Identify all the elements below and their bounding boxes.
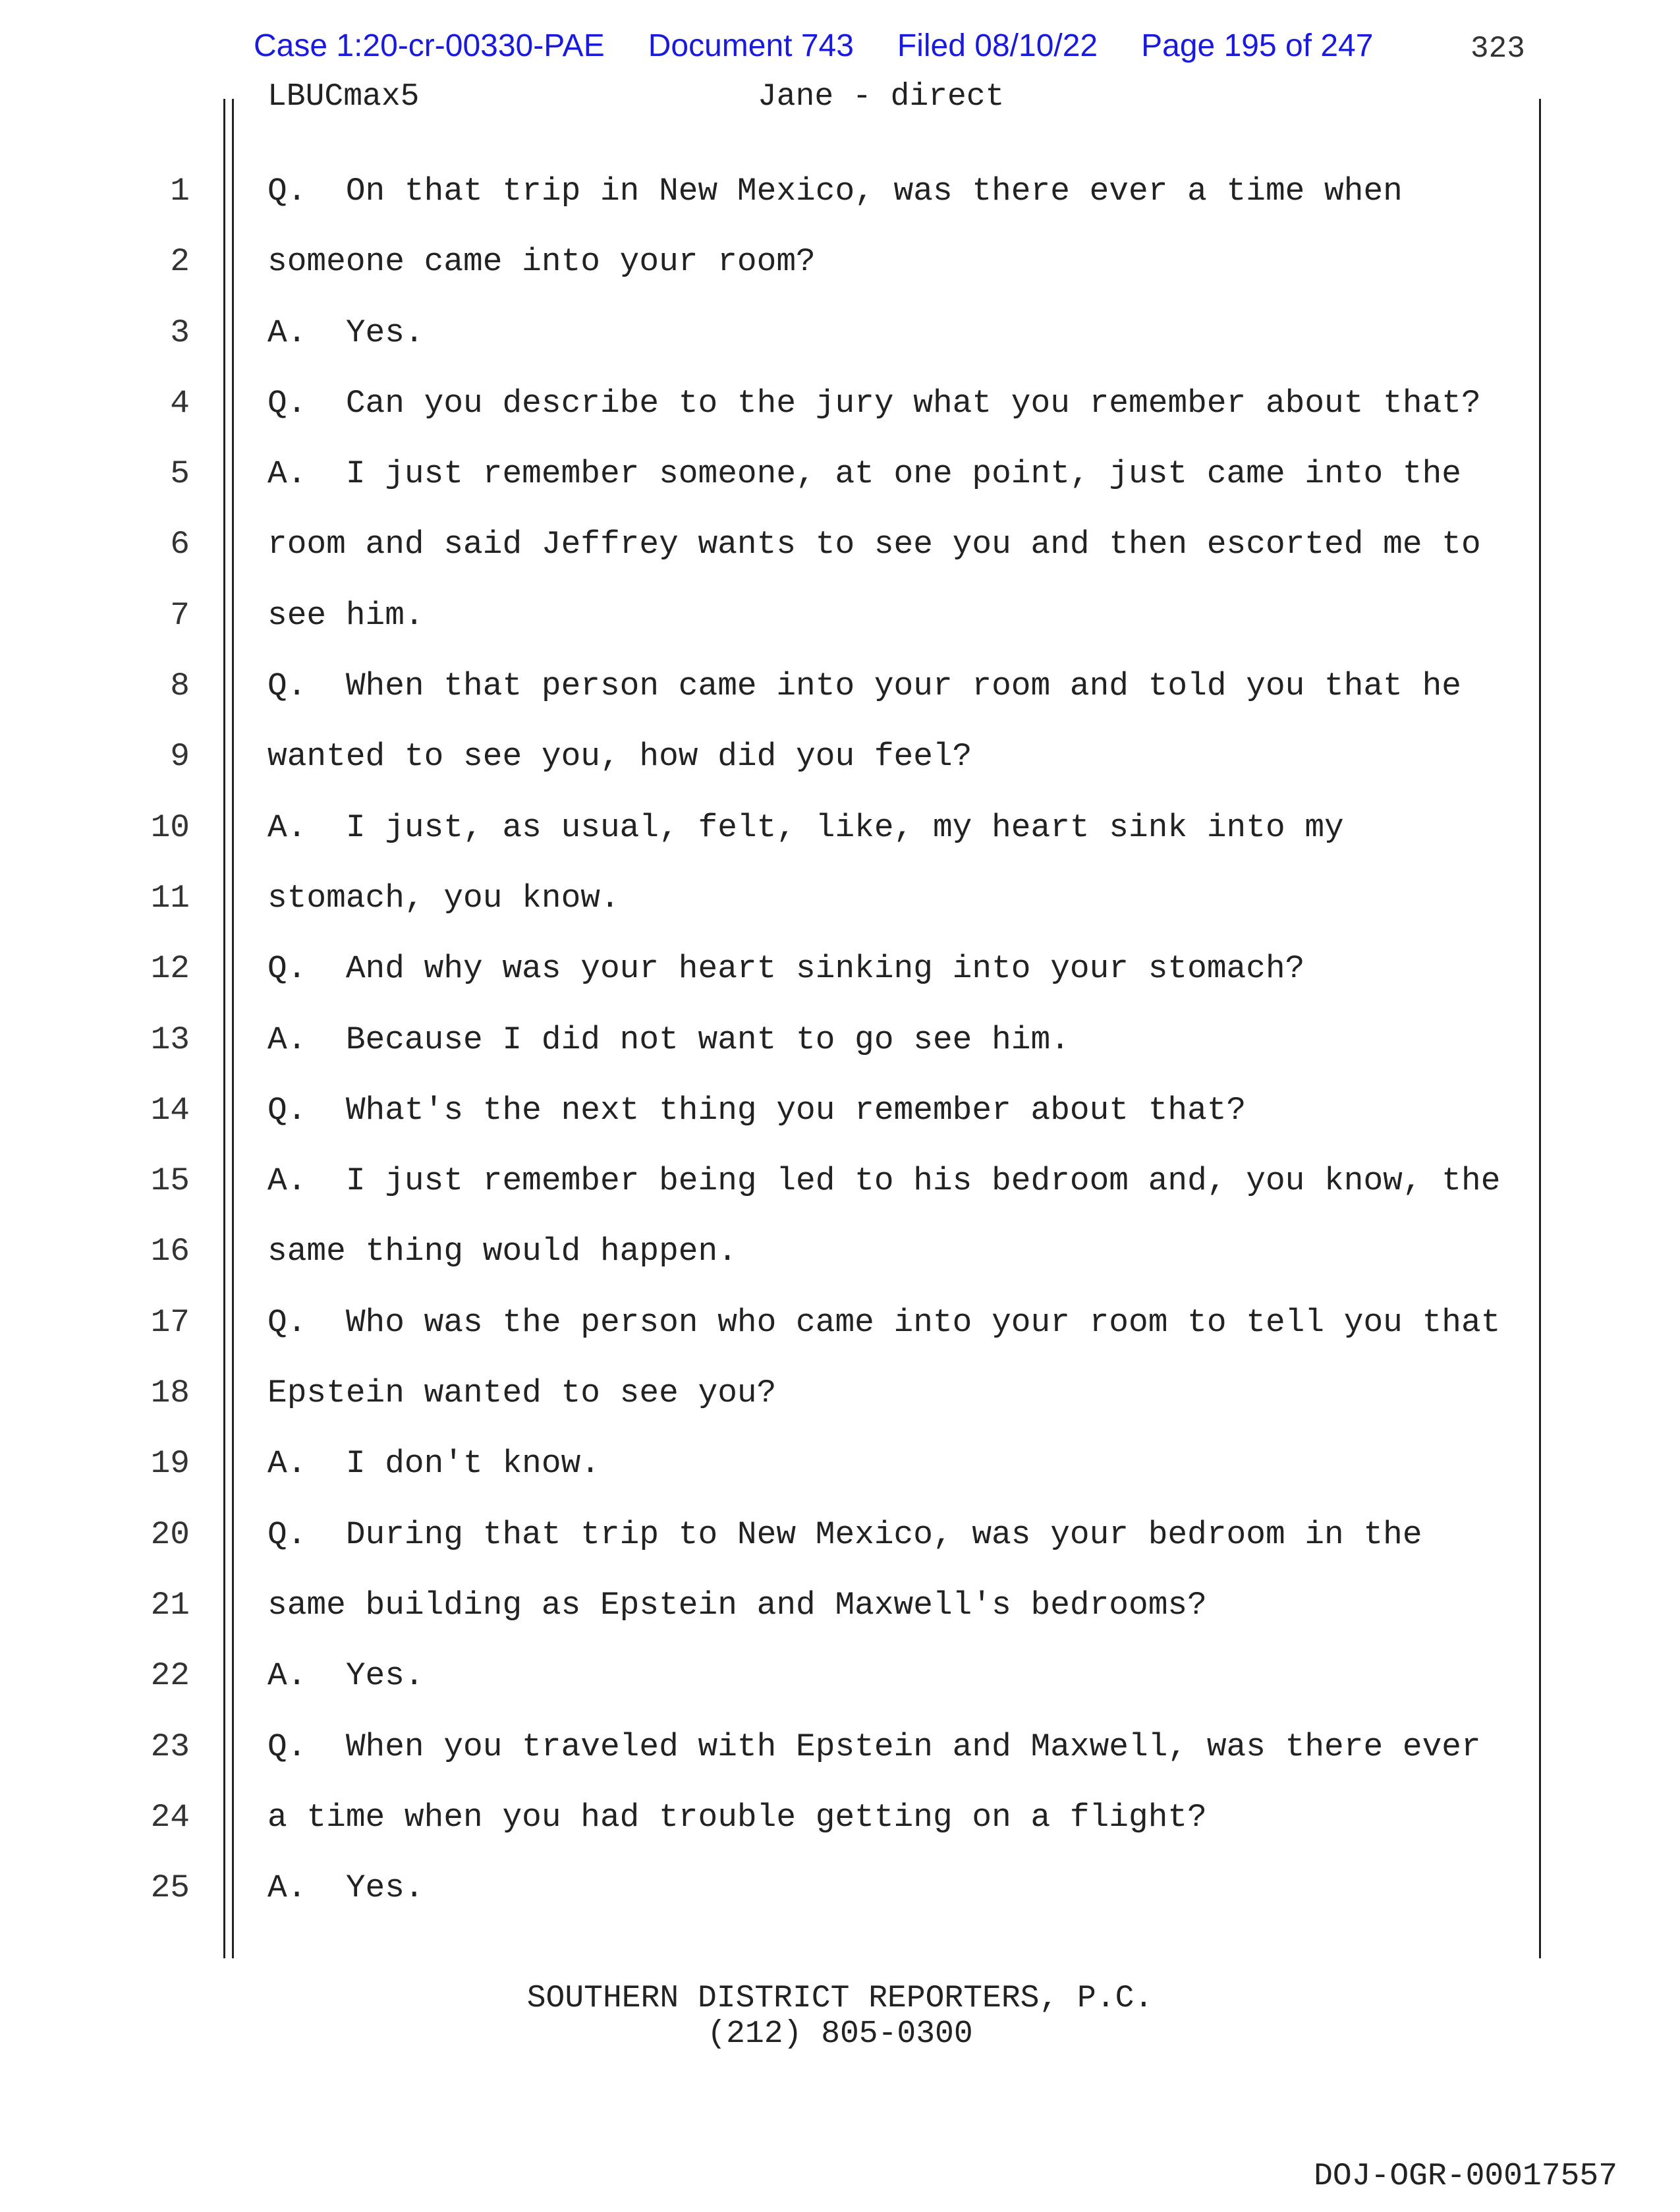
case-number: Case 1:20-cr-00330-PAE	[254, 28, 605, 63]
transcript-line	[0, 1216, 1680, 1287]
transcript-line	[0, 439, 1680, 509]
line-number: 17	[150, 1303, 190, 1341]
transcript-page-number: 323	[1470, 32, 1525, 66]
line-text: a time when you had trouble getting on a flight?	[267, 1798, 1207, 1836]
line-text: A. Yes.	[267, 1869, 424, 1907]
transcript-line	[0, 156, 1680, 227]
line-text: A. I just remember being led to his bedroom and, you know, the	[267, 1162, 1501, 1200]
line-number: 6	[170, 526, 190, 563]
line-number: 16	[150, 1233, 190, 1270]
transcript-line	[0, 1853, 1680, 1923]
line-text: Q. What's the next thing you remember about that?	[267, 1091, 1246, 1129]
line-text: Q. During that trip to New Mexico, was your bedroom in the	[267, 1516, 1422, 1553]
line-text: A. Yes.	[267, 314, 424, 351]
line-number: 25	[150, 1869, 190, 1907]
reporter-name: SOUTHERN DISTRICT REPORTERS, P.C.	[526, 1981, 1154, 2016]
transcript-line	[0, 1500, 1680, 1570]
line-text: see him.	[267, 596, 424, 634]
transcript-lines	[0, 156, 1680, 1923]
transcript-line	[0, 368, 1680, 439]
line-number: 8	[170, 667, 190, 705]
page-of: Page 195 of 247	[1141, 28, 1374, 63]
line-number: 24	[150, 1798, 190, 1836]
line-text: same building as Epstein and Maxwell's bedrooms?	[267, 1586, 1207, 1624]
line-number: 15	[150, 1162, 190, 1200]
line-number: 14	[150, 1091, 190, 1129]
transcript-line	[0, 1146, 1680, 1216]
transcript-line	[0, 863, 1680, 934]
line-text: A. I just, as usual, felt, like, my heart sink into my	[267, 808, 1344, 846]
line-number: 21	[150, 1586, 190, 1624]
line-number: 7	[170, 596, 190, 634]
line-number: 20	[150, 1516, 190, 1553]
transcript-line	[0, 1641, 1680, 1711]
line-text: A. I just remember someone, at one point, just came into the	[267, 455, 1461, 493]
transcript-line	[0, 1429, 1680, 1499]
line-number: 19	[150, 1445, 190, 1483]
header-witness: Jane - direct	[758, 79, 1005, 115]
transcript-line	[0, 651, 1680, 722]
line-number: 18	[150, 1375, 190, 1412]
transcript-line	[0, 934, 1680, 1004]
line-number: 1	[170, 173, 190, 210]
line-text: wanted to see you, how did you feel?	[267, 738, 972, 776]
transcript-line	[0, 298, 1680, 368]
line-number: 2	[170, 243, 190, 281]
line-text: stomach, you know.	[267, 879, 620, 917]
line-number: 9	[170, 738, 190, 776]
line-text: Q. When that person came into your room and told you that he	[267, 667, 1461, 705]
bates-number: DOJ-OGR-00017557	[1314, 2159, 1617, 2194]
line-number: 10	[150, 808, 190, 846]
line-text: someone came into your room?	[267, 243, 816, 281]
line-text: Q. Can you describe to the jury what you remember about that?	[267, 384, 1481, 422]
transcript-line	[0, 1005, 1680, 1075]
header-code: LBUCmax5	[267, 79, 420, 115]
line-text: Epstein wanted to see you?	[267, 1375, 777, 1412]
line-number: 13	[150, 1021, 190, 1058]
transcript-line	[0, 1712, 1680, 1782]
filing-stamp	[254, 28, 1416, 64]
line-text: Q. Who was the person who came into your room to tell you that	[267, 1303, 1501, 1341]
transcript-line	[0, 581, 1680, 651]
transcript-line	[0, 1570, 1680, 1641]
line-text: A. I don't know.	[267, 1445, 600, 1483]
line-text: Q. On that trip in New Mexico, was there ever a time when	[267, 173, 1403, 210]
line-number: 5	[170, 455, 190, 493]
line-number: 4	[170, 384, 190, 422]
transcript-line	[0, 1288, 1680, 1358]
transcript-line	[0, 1358, 1680, 1429]
transcript-line	[0, 509, 1680, 580]
line-text: A. Yes.	[267, 1657, 424, 1695]
transcript-line	[0, 1782, 1680, 1853]
line-text: Q. And why was your heart sinking into your stomach?	[267, 950, 1305, 988]
transcript-line	[0, 793, 1680, 863]
transcript-line	[0, 722, 1680, 792]
line-text: room and said Jeffrey wants to see you and then escorted me to	[267, 526, 1481, 563]
line-number: 12	[150, 950, 190, 988]
reporter-phone: (212) 805-0300	[707, 2016, 973, 2052]
document-number: Document 743	[648, 28, 854, 63]
line-text: A. Because I did not want to go see him.	[267, 1021, 1070, 1058]
transcript-line	[0, 227, 1680, 297]
line-text: Q. When you traveled with Epstein and Maxwell, was there ever	[267, 1728, 1481, 1765]
line-number: 11	[150, 879, 190, 917]
line-number: 3	[170, 314, 190, 351]
line-number: 23	[150, 1728, 190, 1765]
line-text: same thing would happen.	[267, 1233, 737, 1270]
line-number: 22	[150, 1657, 190, 1695]
transcript-line	[0, 1075, 1680, 1146]
filed-date: Filed 08/10/22	[897, 28, 1098, 63]
